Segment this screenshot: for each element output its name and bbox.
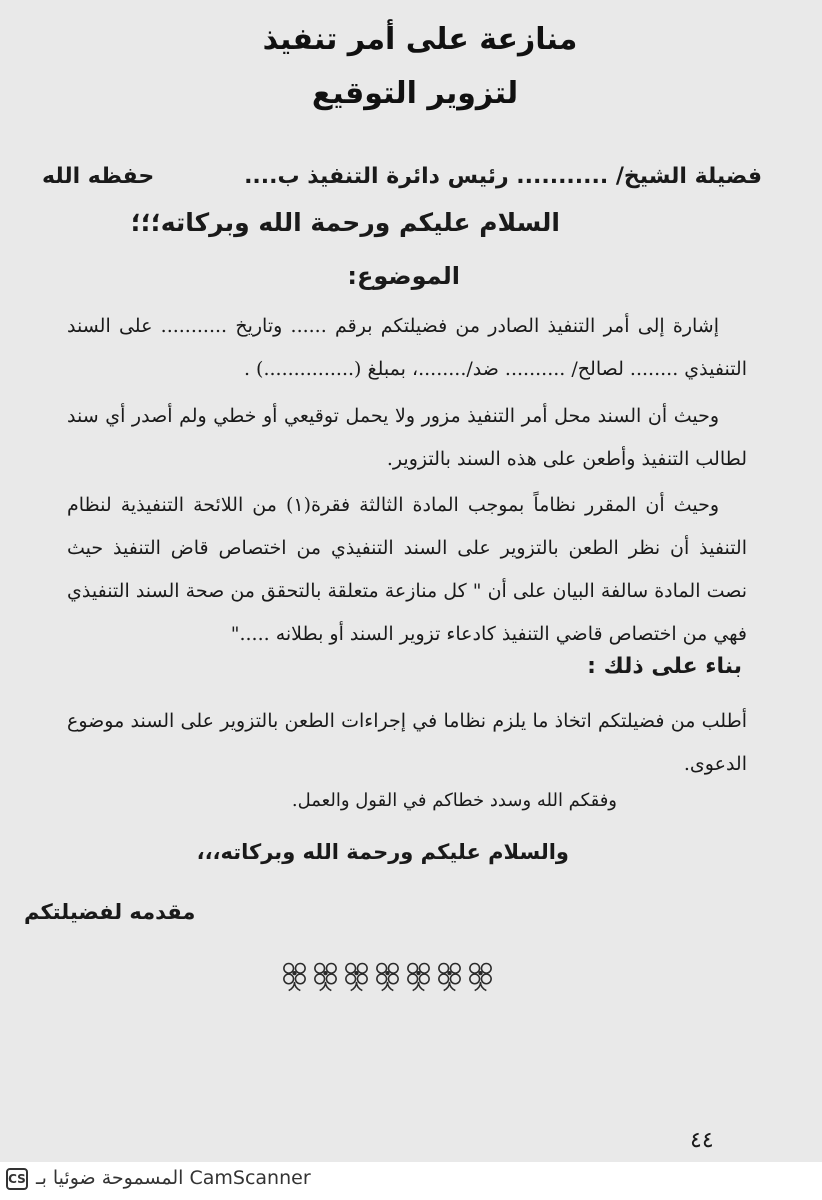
paragraph-request: أطلب من فضيلتكم اتخاذ ما يلزم نظاما في إجراءات الطعن بالتزوير على السند موضوع الدعوى. [67,710,747,775]
document-title: منازعة على أمر تنفيذ [262,22,578,57]
closing-greeting: والسلام عليكم ورحمة الله وبركاته،،، [196,840,569,864]
greeting: السلام عليكم ورحمة الله وبركاته؛؛؛ [130,208,560,237]
floral-ornament-icon [435,960,464,994]
floral-ornament-icon [280,960,309,994]
camscanner-logo-icon: CS [6,1168,28,1190]
scanner-footer-text: المسموحة ضوئيا بـ CamScanner [36,1167,311,1189]
subject-label: الموضوع: [347,262,460,290]
closing-prayer: وفقكم الله وسدد خطاكم في القول والعمل. [291,790,617,811]
signoff: مقدمه لفضيلتكم [24,900,196,924]
heading-therefore: بناء على ذلك : [587,654,742,679]
paragraph-legal-basis: وحيث أن المقرر نظاماً بموجب المادة الثالثة فقرة(١) من اللائحة التنفيذية لنظام التنفيذ أن نظر الطعن بالتزوير على السند التنفيذي من اختصاص قاض التنفيذ حيث نصت المادة سالفة البيان على أن " كل منازعة متعلقة بالتحقق من صحة السند التنفيذي فهي من اختصاص قاضي التنفيذ كادعاء تزوير السند أو بطلانه ....." [67,494,747,645]
addressee: فضيلة الشيخ/ ........... رئيس دائرة التنفيذ ب.... [244,164,762,189]
floral-ornament-icon [404,960,433,994]
ornament-row [280,960,495,994]
floral-ornament-icon [342,960,371,994]
paragraph-forgery-claim: وحيث أن السند محل أمر التنفيذ مزور ولا يحمل توقيعي أو خطي ولم أصدر أي سند لطالب التنفيذ وأطعن على هذه السند بالتزوير. [67,405,747,470]
floral-ornament-icon [311,960,340,994]
scanner-footer [0,1162,822,1200]
paragraph-reference: إشارة إلى أمر التنفيذ الصادر من فضيلتكم برقم ...... وتاريخ ........... على السند التنفيذي ........ لصالح/ .......... ضد/........، بمبلغ (...............) . [67,315,747,380]
floral-ornament-icon [466,960,495,994]
page-number: ٤٤ [690,1128,714,1153]
document-subtitle: لتزوير التوقيع [311,76,519,111]
floral-ornament-icon [373,960,402,994]
addressee-blessing: حفظه الله [42,164,155,189]
addressee-line [42,164,762,189]
